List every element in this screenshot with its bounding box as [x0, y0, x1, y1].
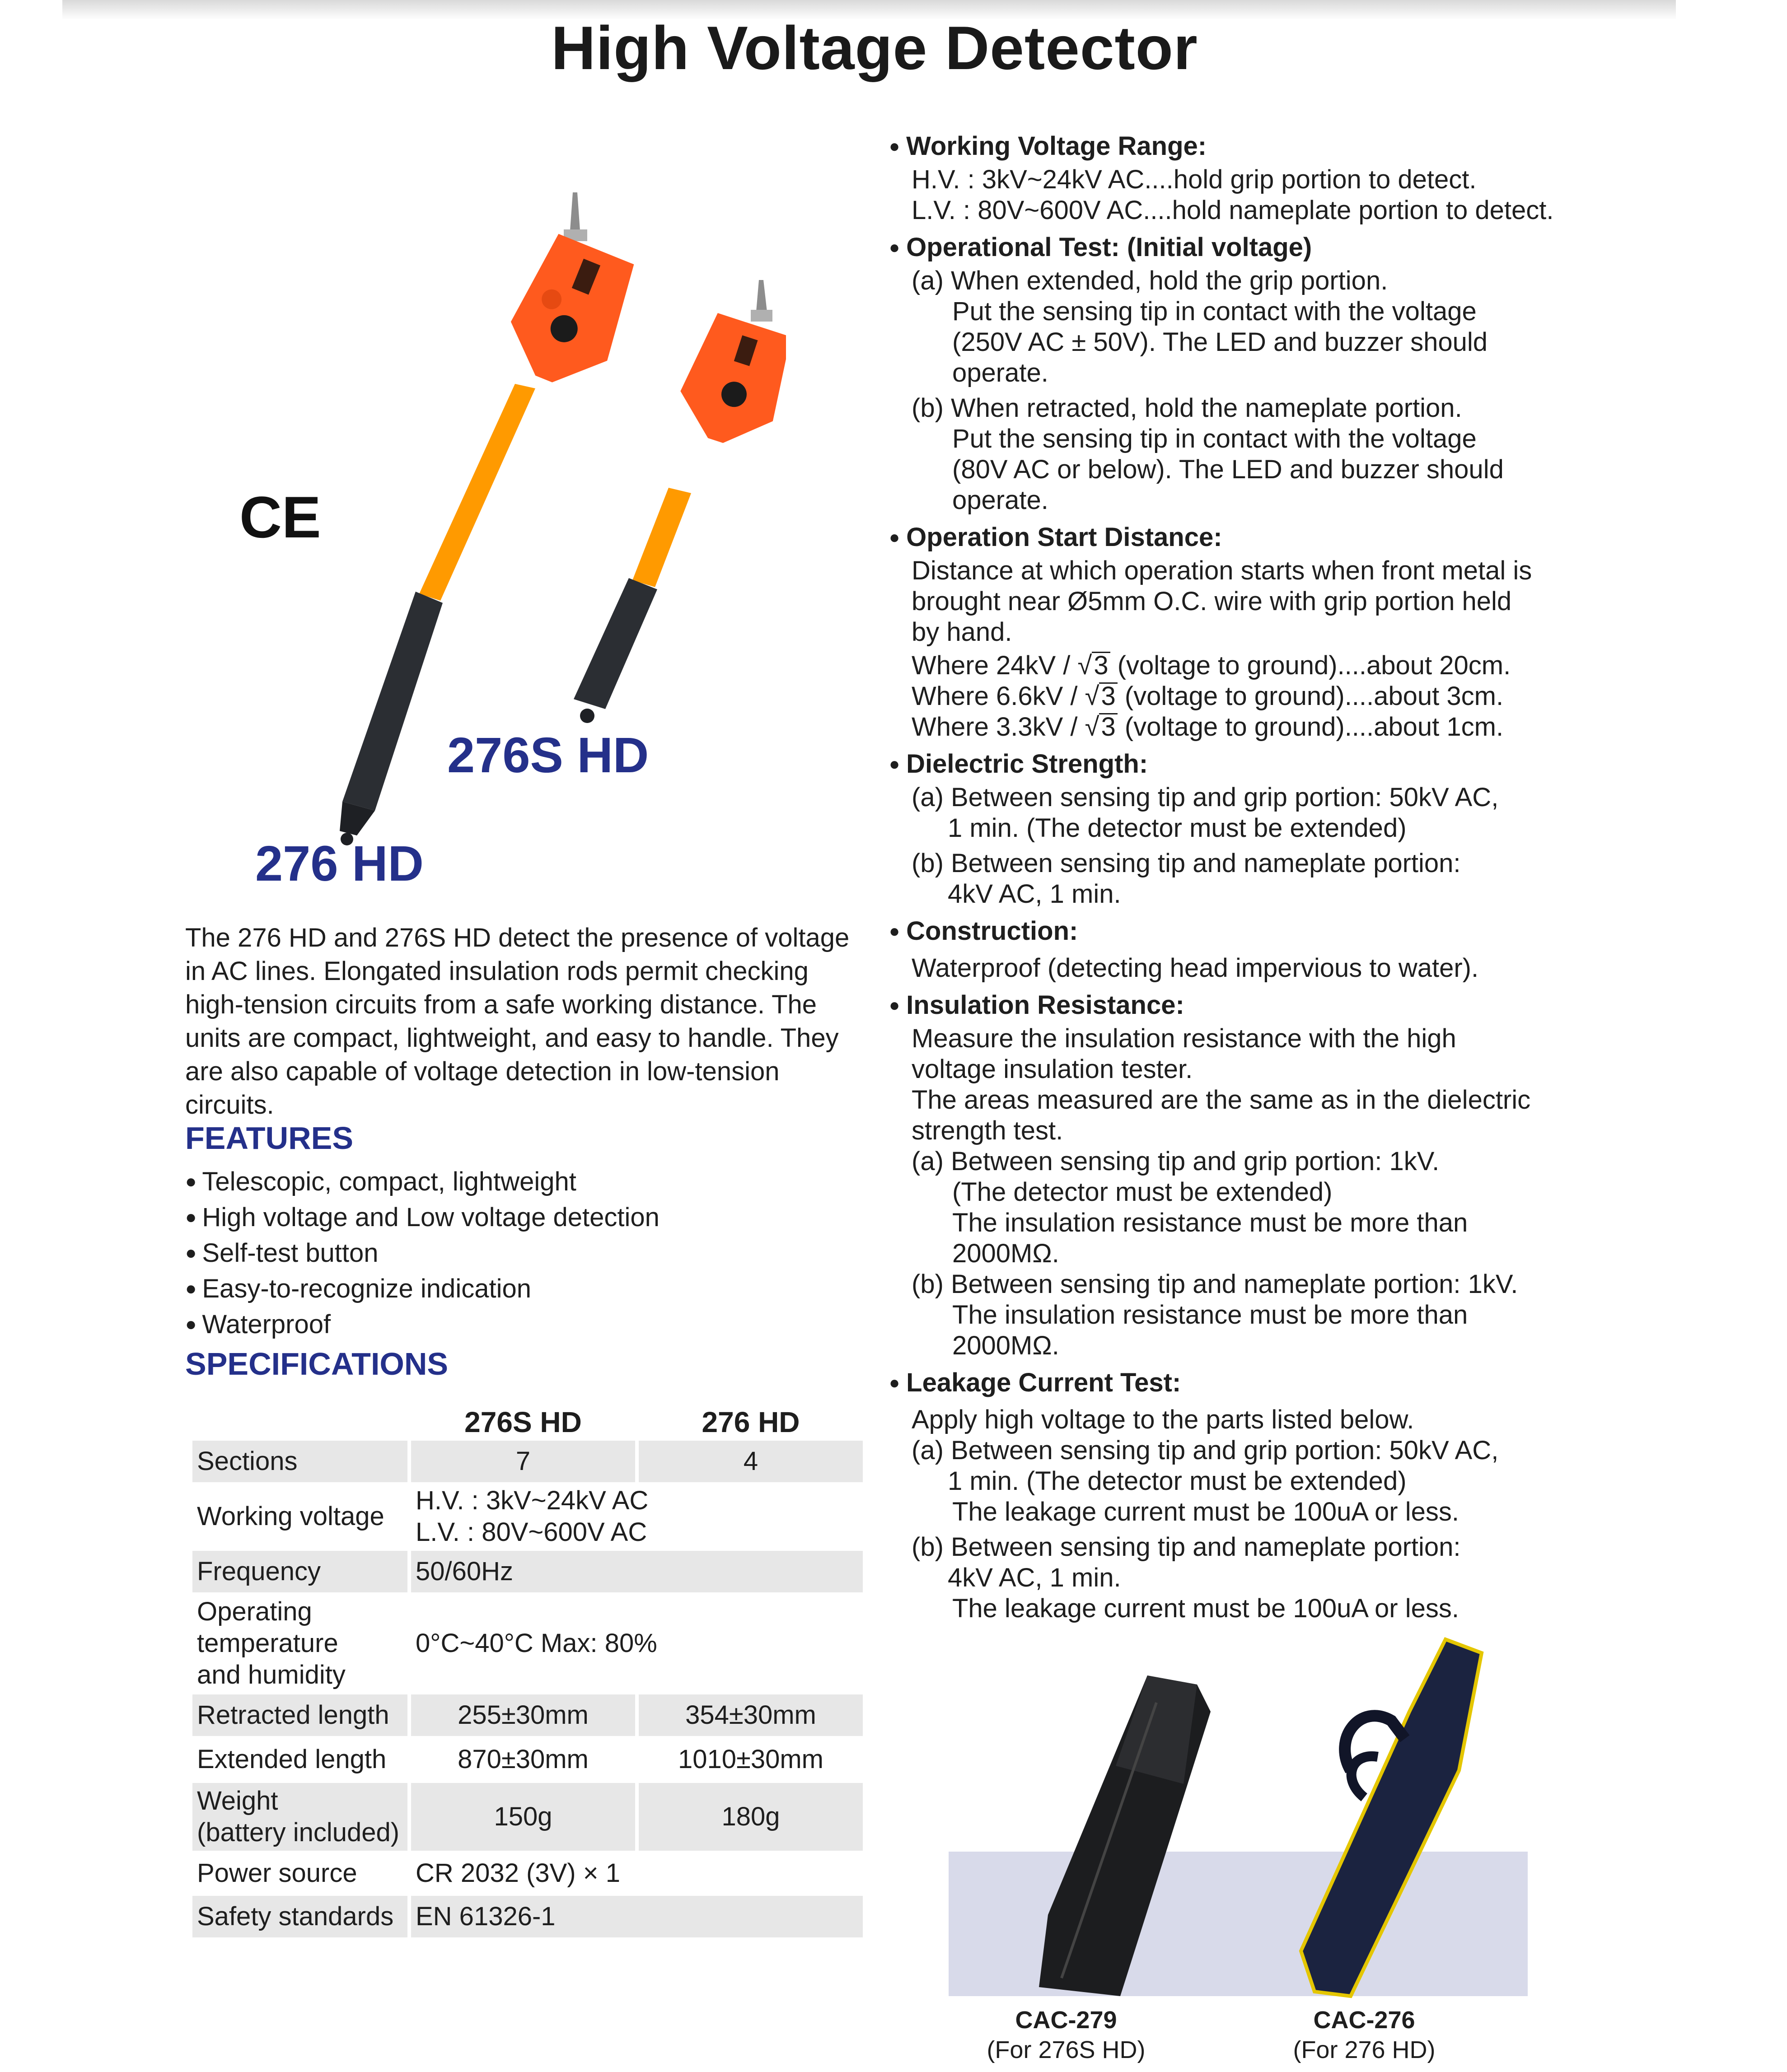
table-row: [192, 1592, 863, 1694]
features-list: [185, 1165, 660, 1344]
case-backdrop: [949, 1852, 1528, 1996]
text-line: 1 min. (The detector must be extended): [948, 813, 1407, 843]
cell-value: 0°C~40°C Max: 80%: [416, 1629, 657, 1658]
text-line: The insulation resistance must be more than: [952, 1208, 1468, 1237]
section-dielectric-strength: [889, 749, 1594, 910]
label-line: (battery included): [197, 1818, 400, 1847]
cell-value: 180g: [639, 1783, 863, 1851]
sqrt-value: 3: [1099, 682, 1117, 709]
text-line: 4kV AC, 1 min.: [948, 879, 1121, 909]
text-line: 2000MΩ.: [952, 1331, 1059, 1360]
text-line: 1 min. (The detector must be extended): [948, 1466, 1407, 1496]
feature-item: ● Easy-to-recognize indication: [185, 1272, 660, 1308]
section-working-voltage: [889, 131, 1594, 226]
features-heading: FEATURES: [185, 1120, 354, 1156]
cell-value: [411, 1482, 863, 1551]
section-construction: [889, 916, 1594, 984]
row-label: Power source: [197, 1858, 357, 1888]
label-line: Weight: [197, 1786, 278, 1815]
text-line: strength test.: [912, 1116, 1063, 1145]
text-line: H.V. : 3kV~24kV AC....hold grip portion to detect.: [912, 165, 1477, 194]
section-operational-test: [889, 232, 1594, 516]
text-line: operate.: [952, 358, 1048, 387]
text-line: (b) Between sensing tip and nameplate portion:: [912, 1532, 1461, 1562]
label-line: Operating: [197, 1597, 312, 1626]
cell-value: EN 61326-1: [411, 1896, 863, 1937]
text-line: Put the sensing tip in contact with the voltage: [952, 424, 1477, 453]
table-row: [192, 1482, 863, 1551]
cell-value: 354±30mm: [639, 1694, 863, 1736]
cell-value: 870±30mm: [458, 1745, 589, 1774]
specifications-table: [189, 1404, 866, 1937]
accessory-note: (For 276 HD): [1293, 2036, 1436, 2063]
sqrt-sign: √: [1085, 712, 1099, 742]
accessory-note: (For 276S HD): [987, 2036, 1146, 2063]
cell-value: 255±30mm: [411, 1694, 635, 1736]
accessory-model: CAC-279: [1015, 2007, 1117, 2034]
feature-item: ● Self-test button: [185, 1237, 660, 1272]
column-header: 276 HD: [702, 1406, 800, 1438]
ce-mark: CE: [239, 484, 321, 550]
text-line: (b) Between sensing tip and nameplate portion:: [912, 849, 1461, 878]
model-label-276hd: 276 HD: [255, 836, 424, 891]
section-title: ● Leakage Current Test:: [889, 1367, 1594, 1401]
table-header-row: [192, 1404, 863, 1441]
section-title: ● Construction:: [889, 916, 1594, 949]
text-line: 2000MΩ.: [952, 1239, 1059, 1268]
table-row: [192, 1851, 863, 1896]
text-line: (a) Between sensing tip and grip portion: 50kV AC,: [912, 783, 1499, 812]
row-label: Safety standards: [192, 1896, 407, 1937]
feature-item: ● Waterproof: [185, 1308, 660, 1344]
cell-value: CR 2032 (3V) × 1: [416, 1858, 620, 1888]
text-line: Waterproof (detecting head impervious to water).: [912, 953, 1479, 983]
accessory-cases-image: [944, 1635, 1531, 2005]
table-row: [192, 1783, 863, 1851]
text-span: (voltage to ground)....about 20cm.: [1110, 651, 1511, 680]
text-line: (a) Between sensing tip and grip portion: 1kV.: [912, 1147, 1440, 1176]
text-span: Where 3.3kV /: [912, 712, 1085, 742]
label-line: temperature: [197, 1629, 338, 1658]
text-line: The areas measured are the same as in the dielectric: [912, 1085, 1531, 1115]
table-row: [192, 1694, 863, 1736]
section-leakage-current: [889, 1367, 1594, 1624]
sqrt-sign: √: [1085, 681, 1099, 711]
text-span: Where 6.6kV /: [912, 681, 1085, 711]
text-line: Put the sensing tip in contact with the voltage: [952, 297, 1477, 326]
cell-value: 50/60Hz: [411, 1551, 863, 1592]
text-line: Distance at which operation starts when front metal is: [912, 556, 1532, 585]
text-span: Where 24kV /: [912, 651, 1078, 680]
text-line: The insulation resistance must be more than: [952, 1300, 1468, 1330]
cell-line: L.V. : 80V~600V AC: [416, 1517, 647, 1547]
text-line: operate.: [952, 485, 1048, 515]
text-line: (a) When extended, hold the grip portion.: [912, 266, 1388, 295]
row-label: Retracted length: [192, 1694, 407, 1736]
section-title: ● Operational Test: (Initial voltage): [889, 232, 1594, 266]
section-title: ● Dielectric Strength:: [889, 749, 1594, 782]
row-label: [192, 1592, 407, 1694]
text-line: (a) Between sensing tip and grip portion: 50kV AC,: [912, 1436, 1499, 1465]
distance-line: [889, 650, 1594, 681]
table-row: [192, 1551, 863, 1592]
feature-item: ● Telescopic, compact, lightweight: [185, 1165, 660, 1201]
text-line: brought near Ø5mm O.C. wire with grip portion held: [912, 587, 1512, 616]
spec-details-column: [889, 131, 1594, 1630]
cell-value: 4: [639, 1441, 863, 1482]
text-line: (250V AC ± 50V). The LED and buzzer should: [952, 327, 1488, 357]
text-line: L.V. : 80V~600V AC....hold nameplate portion to detect.: [912, 196, 1554, 225]
row-label: [192, 1783, 407, 1851]
sqrt-value: 3: [1092, 652, 1110, 678]
text-line: 4kV AC, 1 min.: [948, 1563, 1121, 1592]
row-label: Frequency: [192, 1551, 407, 1592]
section-title: ● Operation Start Distance:: [889, 522, 1594, 555]
table-row: [192, 1896, 863, 1937]
section-insulation-resistance: [889, 990, 1594, 1361]
cell-value: 150g: [411, 1783, 635, 1851]
accessory-caption-cac276: [1251, 2005, 1477, 2065]
text-line: The leakage current must be 100uA or less.: [952, 1594, 1459, 1623]
text-span: (voltage to ground)....about 3cm.: [1117, 681, 1504, 711]
column-header: 276S HD: [464, 1406, 582, 1438]
row-label: Sections: [192, 1441, 407, 1482]
section-title: ● Working Voltage Range:: [889, 131, 1594, 164]
text-line: (The detector must be extended): [952, 1177, 1333, 1207]
text-span: (voltage to ground)....about 1cm.: [1117, 712, 1504, 742]
row-label: Working voltage: [197, 1502, 384, 1531]
model-label-276shd: 276S HD: [447, 728, 649, 783]
intro-paragraph: The 276 HD and 276S HD detect the presence of voltage in AC lines. Elongated insulation rods permit checking high-tension circuits from a safe working distance. The units are compact, lightweight, and easy to handle. They are also capable of voltage detection in low-tension circuits.: [185, 923, 850, 1120]
sqrt-value: 3: [1099, 713, 1117, 740]
product-illustration: [172, 172, 786, 912]
accessory-caption-cac279: [953, 2005, 1179, 2065]
accessory-model: CAC-276: [1313, 2007, 1415, 2034]
row-label: Extended length: [197, 1745, 387, 1774]
page-title: High Voltage Detector: [551, 14, 1198, 82]
section-title: ● Insulation Resistance:: [889, 990, 1594, 1023]
table-row: [192, 1736, 863, 1783]
sqrt-sign: √: [1077, 651, 1092, 680]
text-line: by hand.: [912, 617, 1012, 647]
section-operation-start-distance: [889, 522, 1594, 742]
text-line: voltage insulation tester.: [912, 1055, 1193, 1084]
distance-line: [889, 712, 1594, 742]
feature-item: ● High voltage and Low voltage detection: [185, 1201, 660, 1237]
label-line: and humidity: [197, 1660, 346, 1689]
distance-line: [889, 681, 1594, 712]
table-row: [192, 1441, 863, 1482]
text-line: (b) Between sensing tip and nameplate portion: 1kV.: [912, 1269, 1518, 1299]
text-line: Apply high voltage to the parts listed below.: [912, 1405, 1414, 1434]
cell-line: H.V. : 3kV~24kV AC: [416, 1486, 649, 1515]
specifications-heading: SPECIFICATIONS: [185, 1346, 449, 1381]
text-line: (80V AC or below). The LED and buzzer should: [952, 455, 1504, 484]
text-line: (b) When retracted, hold the nameplate portion.: [912, 393, 1462, 423]
cell-value: 1010±30mm: [678, 1745, 823, 1774]
cell-value: 7: [411, 1441, 635, 1482]
text-line: Measure the insulation resistance with the high: [912, 1024, 1456, 1053]
text-line: The leakage current must be 100uA or less.: [952, 1497, 1459, 1526]
